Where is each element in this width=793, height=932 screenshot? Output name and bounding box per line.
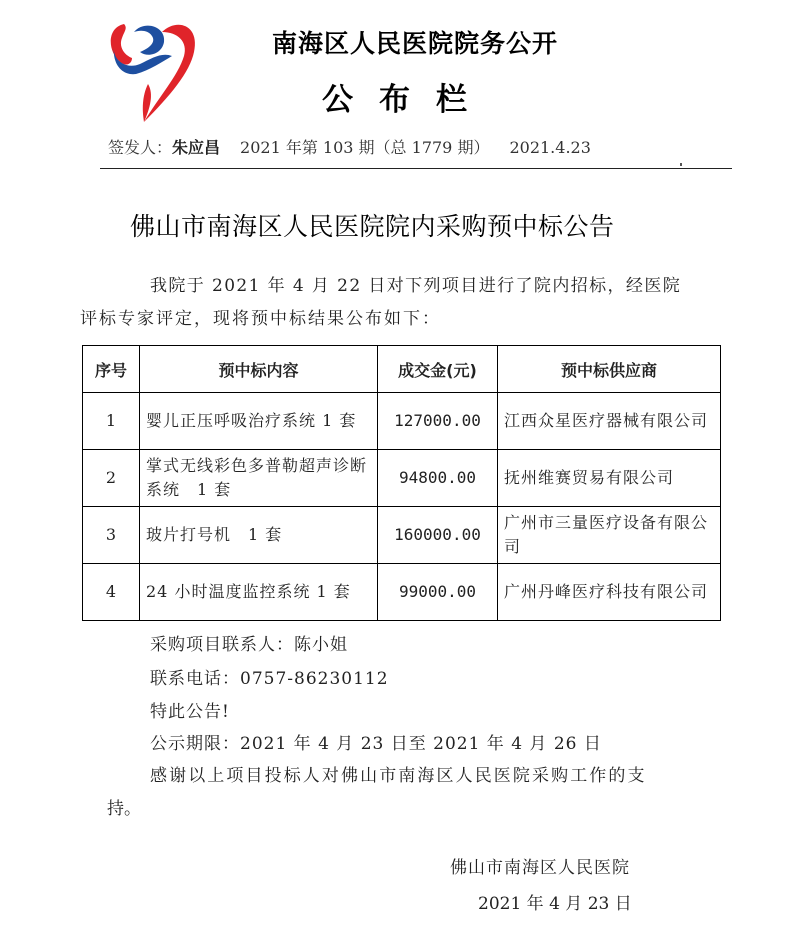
cell-no: 2	[83, 450, 140, 507]
cell-supplier: 抚州维赛贸易有限公司	[498, 450, 721, 507]
issue-meta-line	[108, 135, 591, 158]
cell-content: 掌式无线彩色多普勒超声诊断系统 1 套	[140, 450, 378, 507]
thanks-paragraph	[107, 760, 737, 826]
signer-label: 签发人：	[108, 138, 173, 157]
table-row	[83, 450, 721, 507]
thanks-line-2: 持。	[107, 799, 141, 819]
cell-amount: 127000.00	[378, 393, 498, 450]
table-row	[83, 393, 721, 450]
document-title: 佛山市南海区人民医院院内采购预中标公告	[130, 212, 615, 241]
header-amount: 成交金(元)	[378, 346, 498, 393]
org-title: 南海区人民医院院务公开	[272, 29, 559, 58]
hospital-logo-icon	[104, 12, 200, 130]
results-table	[82, 345, 721, 621]
intro-line-2: 评标专家评定，现将预中标结果公布如下：	[80, 309, 441, 329]
cell-content: 玻片打号机 1 套	[140, 507, 378, 564]
signature-date: 2021 年 4 月 23 日	[478, 894, 632, 914]
header-divider	[100, 168, 732, 169]
cell-amount: 99000.00	[378, 564, 498, 621]
table-header-row	[83, 346, 721, 393]
contact-phone: 联系电话：0757-86230112	[150, 669, 389, 689]
cell-amount: 160000.00	[378, 507, 498, 564]
table-row	[83, 564, 721, 621]
signer-name: 朱应昌	[172, 138, 221, 157]
cell-no: 4	[83, 564, 140, 621]
contact-person: 采购项目联系人：陈小姐	[150, 635, 348, 655]
cell-no: 1	[83, 393, 140, 450]
cell-content: 24 小时温度监控系统 1 套	[140, 564, 378, 621]
cell-no: 3	[83, 507, 140, 564]
divider-tick	[680, 163, 682, 166]
header-no: 序号	[83, 346, 140, 393]
issue-number: 2021 年第 103 期（总 1779 期）	[240, 138, 490, 157]
cell-supplier: 广州丹峰医疗科技有限公司	[498, 564, 721, 621]
header-supplier: 预中标供应商	[498, 346, 721, 393]
thanks-line-1: 感谢以上项目投标人对佛山市南海区人民医院采购工作的支	[150, 766, 647, 786]
table-row	[83, 507, 721, 564]
cell-amount: 94800.00	[378, 450, 498, 507]
signature-org: 佛山市南海区人民医院	[450, 858, 630, 878]
header-content: 预中标内容	[140, 346, 378, 393]
cell-supplier: 广州市三量医疗设备有限公司	[498, 507, 721, 564]
board-title: 公布栏	[322, 82, 493, 118]
intro-paragraph	[80, 270, 728, 336]
notice-text: 特此公告!	[150, 702, 230, 722]
publicity-period: 公示期限：2021 年 4 月 23 日至 2021 年 4 月 26 日	[150, 734, 602, 754]
cell-content: 婴儿正压呼吸治疗系统 1 套	[140, 393, 378, 450]
cell-supplier: 江西众星医疗器械有限公司	[498, 393, 721, 450]
intro-line-1: 我院于 2021 年 4 月 22 日对下列项目进行了院内招标，经医院	[150, 276, 682, 296]
issue-date: 2021.4.23	[509, 138, 591, 157]
